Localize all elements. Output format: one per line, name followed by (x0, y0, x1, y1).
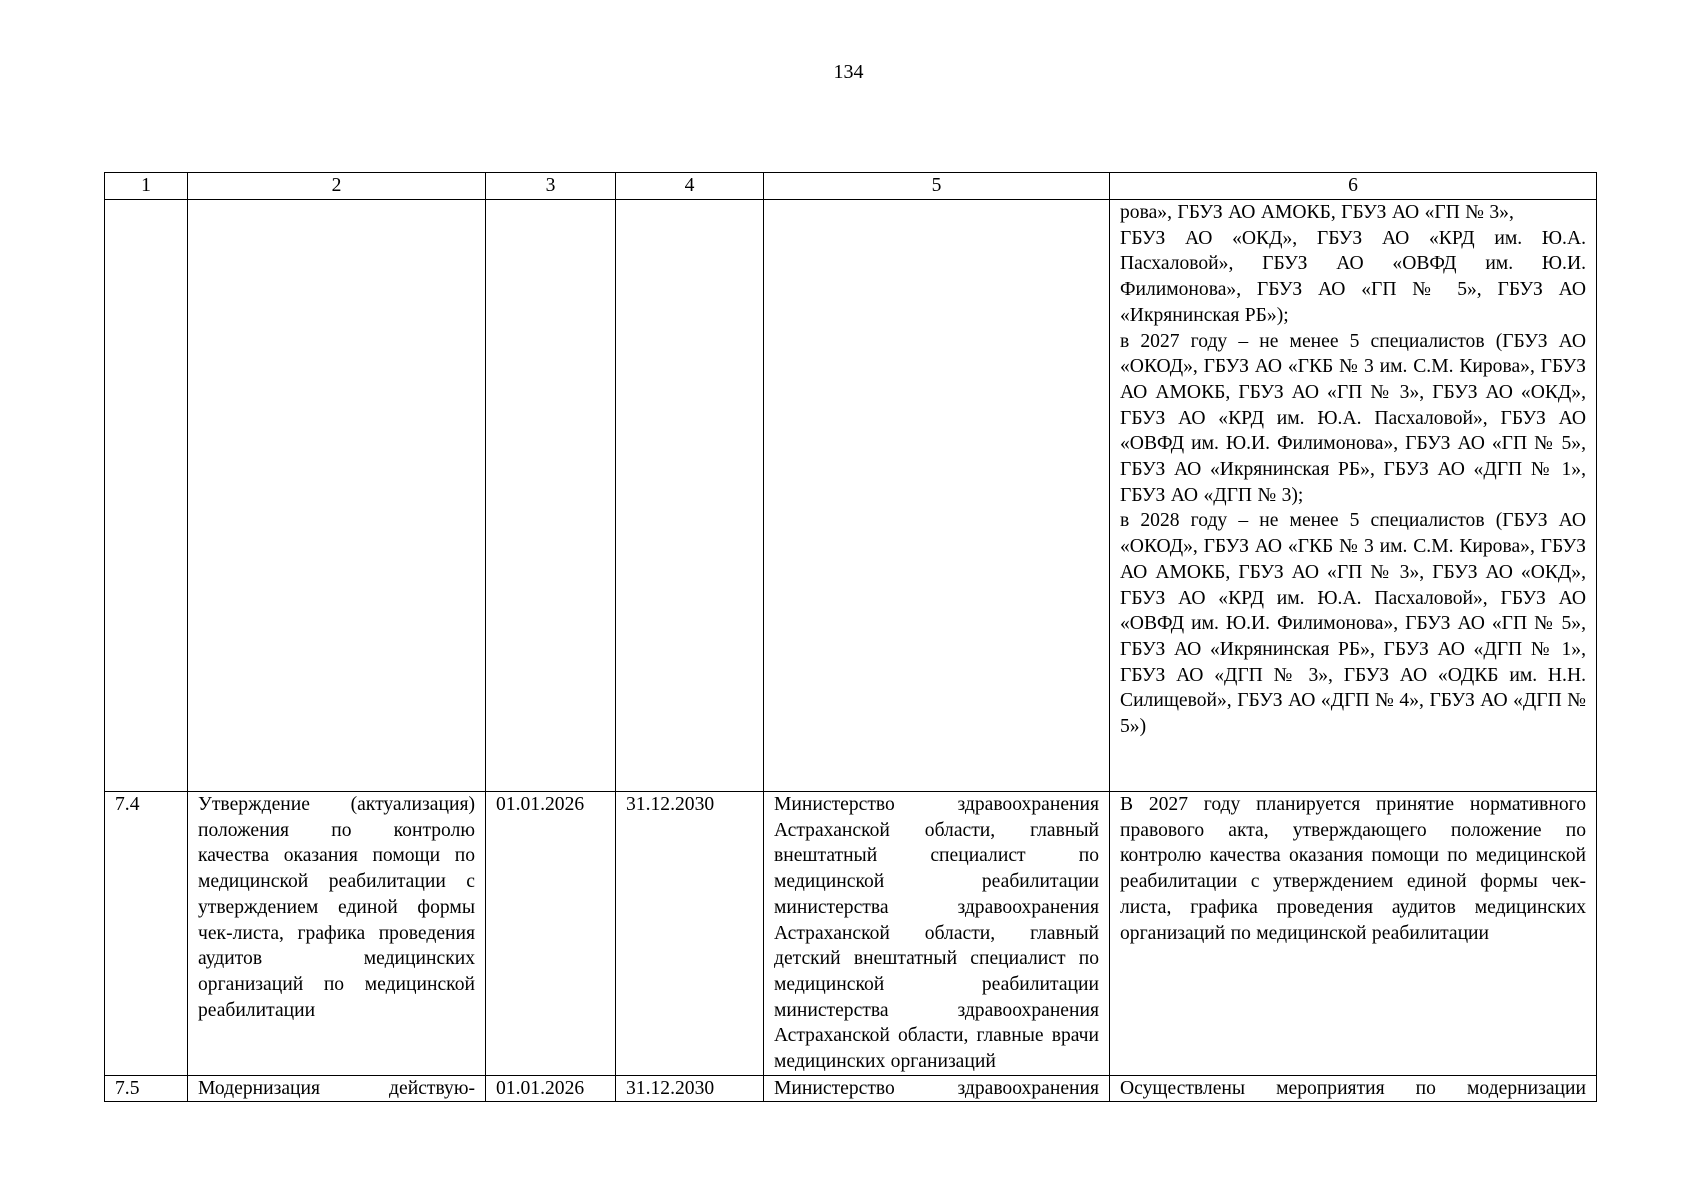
result-text: Осуществлены мероприятия по модернизации (1120, 1077, 1586, 1099)
result-line: рова», ГБУЗ АО АМОКБ, ГБУЗ АО «ГП № 3», (1120, 202, 1514, 223)
cell-end-date: 31.12.2030 (616, 792, 764, 1076)
cell-result (1110, 1075, 1597, 1102)
column-number-4: 4 (616, 173, 764, 200)
page-number: 134 (833, 61, 864, 83)
result-line: в 2027 году – не менее 5 специалистов (ГБУЗ АО «ОКОД», ГБУЗ АО «ГКБ № 3 им. С.М. Кирова», ГБУЗ АО АМОКБ, ГБУЗ АО «ГП № 3», ГБУЗ АО «ОКД», ГБУЗ АО «КРД им. Ю.А. Пасхаловой», ГБУЗ АО «ОВФД им. Ю.И. Филимонова», ГБУЗ АО «ГП № 5», ГБУЗ АО «Икрянинская РБ», ГБУЗ АО «ДГП № 1», ГБУЗ АО «ДГП № 3); (1120, 330, 1586, 506)
cell-empty (764, 200, 1110, 792)
cell-measure-name: Утверждение (актуализация) положения по контролю качества оказания помощи по медицинской реабилитации с утверждением единой формы чек-листа, графика проведения аудитов медицинских организаций по медицинской реабилитации (188, 792, 486, 1076)
column-number-6: 6 (1110, 173, 1597, 200)
cell-empty (486, 200, 616, 792)
column-number-3: 3 (486, 173, 616, 200)
table-row (105, 792, 1597, 1076)
cell-end-date: 31.12.2030 (616, 1075, 764, 1102)
cell-item-number: 7.4 (105, 792, 188, 1076)
cell-start-date: 01.01.2026 (486, 1075, 616, 1102)
responsible-text: Министерство здравоохранения (774, 1077, 1099, 1099)
cell-responsible: Министерство здравоохранения Астраханской области, главный внештатный специалист по медицинской реабилитации министерства здравоохранения Астраханской области, главный детский внештатный специалист по медицинской реабилитации министерства здравоохранения Астраханской области, главные врачи медицинских организаций (764, 792, 1110, 1076)
cell-empty (188, 200, 486, 792)
table-row (105, 1075, 1597, 1102)
cell-empty (105, 200, 188, 792)
column-number-2: 2 (188, 173, 486, 200)
table-row-continuation (105, 200, 1597, 792)
cell-responsible (764, 1075, 1110, 1102)
cell-measure-name (188, 1075, 486, 1102)
measure-name-text: Модернизация действую- (198, 1077, 475, 1099)
cell-start-date: 01.01.2026 (486, 792, 616, 1076)
column-number-5: 5 (764, 173, 1110, 200)
table-header-row (105, 173, 1597, 200)
result-line: в 2028 году – не менее 5 специалистов (ГБУЗ АО «ОКОД», ГБУЗ АО «ГКБ № 3 им. С.М. Кирова», ГБУЗ АО АМОКБ, ГБУЗ АО «ГП № 3», ГБУЗ АО «ОКД», ГБУЗ АО «КРД им. Ю.А. Пасхаловой», ГБУЗ АО «ОВФД им. Ю.И. Филимонова», ГБУЗ АО «ГП № 5», ГБУЗ АО «Икрянинская РБ», ГБУЗ АО «ДГП № 1», ГБУЗ АО «ДГП № 3», ГБУЗ АО «ОДКБ им. Н.Н. Силищевой», ГБУЗ АО «ДГП № 4», ГБУЗ АО «ДГП № 5») (1120, 510, 1586, 738)
result-line: ГБУЗ АО «ОКД», ГБУЗ АО «КРД им. Ю.А. Пасхаловой», ГБУЗ АО «ОВФД им. Ю.И. Филимонова», ГБУЗ АО «ГП № 5», ГБУЗ АО «Икрянинская РБ»); (1120, 227, 1586, 326)
cell-result: В 2027 году планируется принятие нормативного правового акта, утверждающего положение по контролю качества оказания помощи по медицинской реабилитации с утверждением единой формы чек-листа, графика проведения аудитов медицинских организаций по медицинской реабилитации (1110, 792, 1597, 1076)
measures-table (104, 172, 1597, 1102)
cell-item-number: 7.5 (105, 1075, 188, 1102)
column-number-1: 1 (105, 173, 188, 200)
cell-empty (616, 200, 764, 792)
cell-result-continuation (1110, 200, 1597, 792)
